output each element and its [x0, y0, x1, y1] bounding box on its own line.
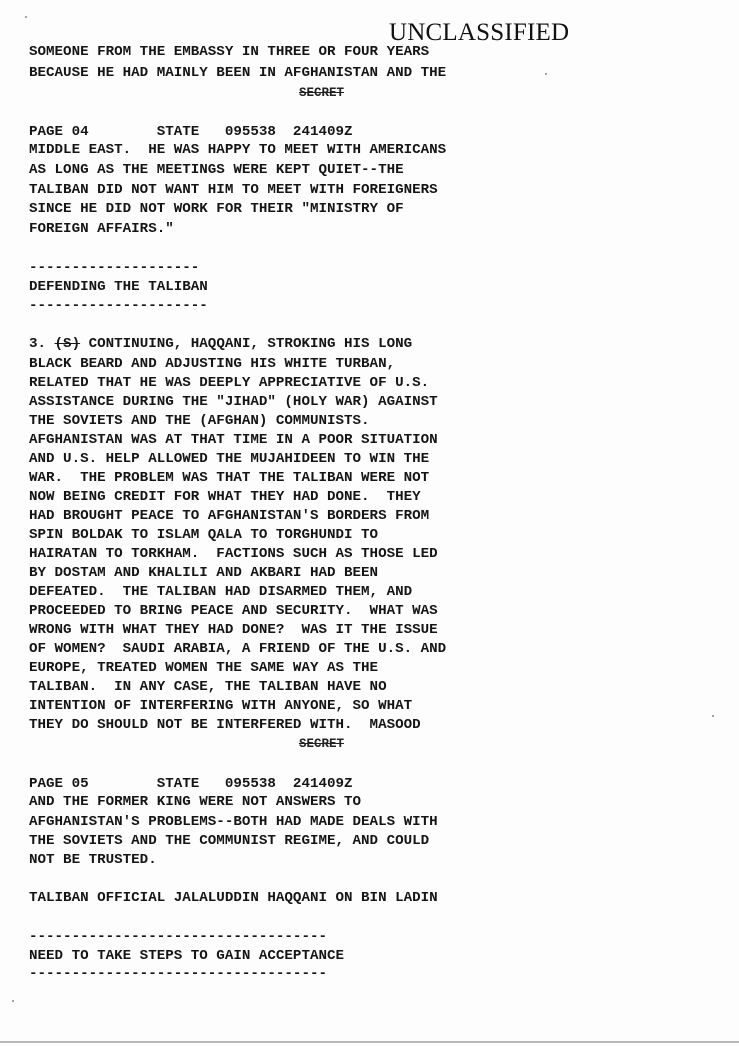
section-title: NEED TO TAKE STEPS TO GAIN ACCEPTANCE: [29, 948, 345, 964]
text-line: THE SOVIETS AND THE (AFGHAN) COMMUNISTS.: [29, 413, 370, 429]
page-bottom-edge: [0, 1041, 739, 1043]
paragraph-first-line: [29, 337, 412, 351]
text-line: THEY DO SHOULD NOT BE INTERFERED WITH. MASOOD: [29, 717, 421, 733]
text-line: MIDDLE EAST. HE WAS HAPPY TO MEET WITH AMERICANS: [29, 142, 447, 158]
section-title: DEFENDING THE TALIBAN: [29, 279, 208, 295]
text-line: SINCE HE DID NOT WORK FOR THEIR "MINISTRY OF: [29, 201, 404, 217]
text-line: SPIN BOLDAK TO ISLAM QALA TO TORGHUNDI TO: [29, 527, 379, 543]
text-line: PROCEEDED TO BRING PEACE AND SECURITY. WHAT WAS: [29, 603, 438, 619]
text-line: SOMEONE FROM THE EMBASSY IN THREE OR FOUR YEARS: [29, 44, 430, 60]
section-rule: ---------------------: [29, 298, 208, 314]
page-header: PAGE 05 STATE 095538 241409Z: [29, 776, 353, 792]
scan-speck: [25, 16, 27, 18]
text-line: BLACK BEARD AND ADJUSTING HIS WHITE TURBAN,: [29, 356, 396, 372]
text-line: OF WOMEN? SAUDI ARABIA, A FRIEND OF THE U.S. AND: [29, 641, 447, 657]
text-line: AFGHANISTAN'S PROBLEMS--BOTH HAD MADE DEALS WITH: [29, 814, 438, 830]
text-line: ASSISTANCE DURING THE "JIHAD" (HOLY WAR) AGAINST: [29, 394, 438, 410]
classification-marking: SECRET: [299, 86, 345, 100]
section-rule: --------------------: [29, 260, 200, 276]
paragraph-marking: (S): [54, 336, 81, 352]
text-line: TALIBAN. IN ANY CASE, THE TALIBAN HAVE NO: [29, 679, 387, 695]
text-line: INTENTION OF INTERFERING WITH ANYONE, SO WHAT: [29, 698, 413, 714]
page-header: PAGE 04 STATE 095538 241409Z: [29, 124, 353, 140]
text-line: WRONG WITH WHAT THEY HAD DONE? WAS IT THE ISSUE: [29, 622, 438, 638]
text-line: BECAUSE HE HAD MAINLY BEEN IN AFGHANISTAN AND THE: [29, 65, 447, 81]
text-line: WAR. THE PROBLEM WAS THAT THE TALIBAN WERE NOT: [29, 470, 430, 486]
classification-marking: SECRET: [299, 737, 345, 751]
text-line: EUROPE, TREATED WOMEN THE SAME WAY AS THE: [29, 660, 379, 676]
text-line: NOW BEING CREDIT FOR WHAT THEY HAD DONE. THEY: [29, 489, 421, 505]
text-line: HAIRATAN TO TORKHAM. FACTIONS SUCH AS THOSE LED: [29, 546, 438, 562]
text-line: RELATED THAT HE WAS DEEPLY APPRECIATIVE OF U.S.: [29, 375, 430, 391]
subject-line: TALIBAN OFFICIAL JALALUDDIN HAQQANI ON BIN LADIN: [29, 890, 438, 906]
text-line: AFGHANISTAN WAS AT THAT TIME IN A POOR SITUATION: [29, 432, 438, 448]
classification-header: UNCLASSIFIED: [389, 19, 570, 46]
scan-speck: [712, 715, 714, 717]
text-line: TALIBAN DID NOT WANT HIM TO MEET WITH FOREIGNERS: [29, 182, 438, 198]
text-line: FOREIGN AFFAIRS.": [29, 221, 174, 237]
text-line: AS LONG AS THE MEETINGS WERE KEPT QUIET--THE: [29, 162, 404, 178]
text-line: BY DOSTAM AND KHALILI AND AKBARI HAD BEEN: [29, 565, 379, 581]
text-line: THE SOVIETS AND THE COMMUNIST REGIME, AND COULD: [29, 833, 430, 849]
text-line: AND U.S. HELP ALLOWED THE MUJAHIDEEN TO WIN THE: [29, 451, 430, 467]
text-line: DEFEATED. THE TALIBAN HAD DISARMED THEM, AND: [29, 584, 413, 600]
text-line: HAD BROUGHT PEACE TO AFGHANISTAN'S BORDERS FROM: [29, 508, 430, 524]
paragraph-number: 3.: [29, 336, 47, 352]
text-line: NOT BE TRUSTED.: [29, 852, 157, 868]
text-line: AND THE FORMER KING WERE NOT ANSWERS TO: [29, 794, 362, 810]
section-rule: -----------------------------------: [29, 966, 327, 982]
paragraph-first-line-text: CONTINUING, HAQQANI, STROKING HIS LONG: [88, 336, 413, 352]
scan-speck: [545, 73, 547, 75]
scan-speck: [12, 1000, 14, 1002]
section-rule: -----------------------------------: [29, 929, 327, 945]
